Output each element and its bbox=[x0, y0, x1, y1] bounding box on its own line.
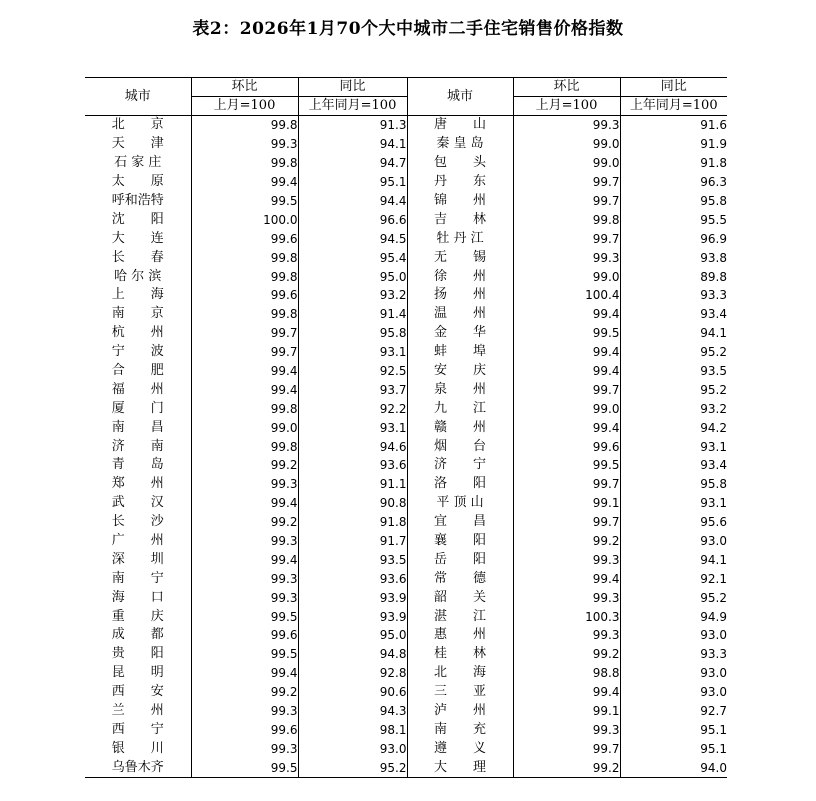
yoy-value-right: 95.8 bbox=[620, 192, 727, 211]
mom-value-right: 99.4 bbox=[513, 569, 620, 588]
mom-value-left: 99.8 bbox=[191, 267, 298, 286]
city-right: 唐 山 bbox=[407, 116, 513, 135]
city-right: 秦 皇 岛 bbox=[407, 135, 513, 154]
mom-value-left: 99.4 bbox=[191, 494, 298, 513]
mom-value-right: 100.4 bbox=[513, 286, 620, 305]
city-left: 合 肥 bbox=[111, 363, 164, 379]
city-left: 福 州 bbox=[111, 381, 164, 397]
yoy-value-right: 95.5 bbox=[620, 210, 727, 229]
yoy-value-right: 91.6 bbox=[620, 116, 727, 135]
city-left: 成 都 bbox=[111, 627, 164, 643]
table-row bbox=[85, 399, 727, 418]
table-row bbox=[85, 324, 727, 343]
yoy-value-left: 91.7 bbox=[298, 532, 407, 551]
yoy-value-right: 93.4 bbox=[620, 456, 727, 475]
yoy-value-right: 89.8 bbox=[620, 267, 727, 286]
mom-value-right: 99.2 bbox=[513, 645, 620, 664]
mom-value-right: 99.0 bbox=[513, 399, 620, 418]
mom-value-right: 99.7 bbox=[513, 513, 620, 532]
yoy-value-left: 94.4 bbox=[298, 192, 407, 211]
yoy-value-right: 93.8 bbox=[620, 248, 727, 267]
city-right: 襄 阳 bbox=[407, 532, 513, 551]
city-left: 武 汉 bbox=[111, 495, 164, 511]
yoy-value-right: 91.8 bbox=[620, 154, 727, 173]
table-row bbox=[85, 229, 727, 248]
city-left: 昆 明 bbox=[111, 665, 164, 681]
yoy-value-right: 92.1 bbox=[620, 569, 727, 588]
city-right: 北 海 bbox=[407, 664, 513, 683]
city-left: 兰 州 bbox=[111, 703, 164, 719]
city-left: 长 春 bbox=[111, 249, 164, 265]
mom-value-left: 99.8 bbox=[191, 399, 298, 418]
mom-value-left: 99.2 bbox=[191, 683, 298, 702]
city-right: 泉 州 bbox=[407, 380, 513, 399]
mom-value-left: 99.2 bbox=[191, 513, 298, 532]
city-right: 包 头 bbox=[407, 154, 513, 173]
mom-value-left: 99.8 bbox=[191, 154, 298, 173]
yoy-value-right: 91.9 bbox=[620, 135, 727, 154]
header-yoy-right: 同比 bbox=[620, 78, 727, 97]
city-left: 海 口 bbox=[111, 589, 164, 605]
mom-value-left: 99.2 bbox=[191, 456, 298, 475]
yoy-value-right: 93.5 bbox=[620, 362, 727, 381]
city-right: 平 顶 山 bbox=[407, 494, 513, 513]
city-left: 乌鲁木齐 bbox=[85, 758, 191, 777]
city-left: 郑 州 bbox=[111, 476, 164, 492]
city-right: 岳 阳 bbox=[407, 550, 513, 569]
table-row bbox=[85, 210, 727, 229]
mom-value-right: 99.7 bbox=[513, 380, 620, 399]
mom-value-left: 99.6 bbox=[191, 721, 298, 740]
yoy-value-right: 93.3 bbox=[620, 286, 727, 305]
city-left: 南 昌 bbox=[111, 419, 164, 435]
mom-value-left: 99.8 bbox=[191, 305, 298, 324]
city-left: 上 海 bbox=[111, 287, 164, 303]
table-row bbox=[85, 702, 727, 721]
yoy-value-left: 95.0 bbox=[298, 626, 407, 645]
mom-value-left: 99.5 bbox=[191, 645, 298, 664]
mom-value-right: 99.0 bbox=[513, 135, 620, 154]
city-right: 惠 州 bbox=[407, 626, 513, 645]
price-index-table bbox=[85, 77, 727, 778]
mom-value-right: 99.0 bbox=[513, 154, 620, 173]
yoy-value-right: 93.4 bbox=[620, 305, 727, 324]
city-right: 蚌 埠 bbox=[407, 343, 513, 362]
table-row bbox=[85, 248, 727, 267]
yoy-value-left: 95.2 bbox=[298, 758, 407, 777]
table-row bbox=[85, 532, 727, 551]
yoy-value-left: 94.3 bbox=[298, 702, 407, 721]
city-left: 长 沙 bbox=[111, 514, 164, 530]
table-row bbox=[85, 645, 727, 664]
yoy-value-right: 95.8 bbox=[620, 475, 727, 494]
mom-value-left: 99.8 bbox=[191, 116, 298, 135]
table-row bbox=[85, 267, 727, 286]
mom-value-left: 99.4 bbox=[191, 380, 298, 399]
city-right: 吉 林 bbox=[407, 210, 513, 229]
yoy-value-right: 94.2 bbox=[620, 418, 727, 437]
table-header bbox=[85, 78, 727, 116]
city-left: 深 圳 bbox=[111, 551, 164, 567]
mom-value-right: 99.3 bbox=[513, 116, 620, 135]
city-right: 金 华 bbox=[407, 324, 513, 343]
mom-value-left: 99.8 bbox=[191, 248, 298, 267]
mom-value-left: 99.7 bbox=[191, 324, 298, 343]
city-right: 泸 州 bbox=[407, 702, 513, 721]
mom-value-left: 99.3 bbox=[191, 702, 298, 721]
city-left: 呼和浩特 bbox=[111, 193, 164, 208]
mom-value-left: 99.3 bbox=[191, 569, 298, 588]
city-right: 常 德 bbox=[407, 569, 513, 588]
table-row bbox=[85, 456, 727, 475]
city-right: 温 州 bbox=[407, 305, 513, 324]
table-row bbox=[85, 192, 727, 211]
city-right: 宜 昌 bbox=[407, 513, 513, 532]
city-left: 青 岛 bbox=[111, 457, 164, 473]
yoy-value-left: 93.2 bbox=[298, 286, 407, 305]
mom-value-right: 99.4 bbox=[513, 683, 620, 702]
city-left: 广 州 bbox=[111, 533, 164, 549]
mom-value-right: 99.8 bbox=[513, 210, 620, 229]
yoy-value-left: 94.6 bbox=[298, 437, 407, 456]
yoy-value-left: 95.8 bbox=[298, 324, 407, 343]
table-row bbox=[85, 418, 727, 437]
mom-value-left: 99.6 bbox=[191, 626, 298, 645]
city-right: 遵 义 bbox=[407, 739, 513, 758]
yoy-value-right: 93.0 bbox=[620, 683, 727, 702]
city-right: 三 亚 bbox=[407, 683, 513, 702]
table-row bbox=[85, 437, 727, 456]
yoy-value-left: 91.1 bbox=[298, 475, 407, 494]
mom-value-left: 100.0 bbox=[191, 210, 298, 229]
yoy-value-left: 90.6 bbox=[298, 683, 407, 702]
mom-value-right: 99.3 bbox=[513, 588, 620, 607]
city-left: 天 津 bbox=[111, 136, 164, 152]
yoy-value-right: 95.1 bbox=[620, 721, 727, 740]
mom-value-left: 99.4 bbox=[191, 362, 298, 381]
yoy-value-left: 95.4 bbox=[298, 248, 407, 267]
yoy-value-left: 91.4 bbox=[298, 305, 407, 324]
mom-value-right: 98.8 bbox=[513, 664, 620, 683]
yoy-value-right: 93.0 bbox=[620, 664, 727, 683]
mom-value-right: 99.7 bbox=[513, 229, 620, 248]
city-right: 锦 州 bbox=[407, 192, 513, 211]
mom-value-left: 99.3 bbox=[191, 588, 298, 607]
yoy-value-right: 93.0 bbox=[620, 532, 727, 551]
yoy-value-right: 96.3 bbox=[620, 173, 727, 192]
yoy-value-left: 94.5 bbox=[298, 229, 407, 248]
yoy-value-left: 93.9 bbox=[298, 607, 407, 626]
mom-value-left: 99.0 bbox=[191, 418, 298, 437]
city-left: 南 京 bbox=[111, 306, 164, 322]
mom-value-right: 99.4 bbox=[513, 418, 620, 437]
yoy-value-right: 93.3 bbox=[620, 645, 727, 664]
city-right: 赣 州 bbox=[407, 418, 513, 437]
yoy-value-left: 93.1 bbox=[298, 418, 407, 437]
city-left: 宁 波 bbox=[111, 344, 164, 360]
mom-value-right: 99.2 bbox=[513, 532, 620, 551]
mom-value-left: 99.5 bbox=[191, 192, 298, 211]
city-right: 大 理 bbox=[407, 758, 513, 777]
table-row bbox=[85, 607, 727, 626]
mom-value-left: 99.3 bbox=[191, 475, 298, 494]
table-row bbox=[85, 513, 727, 532]
header-city-left: 城市 bbox=[85, 78, 191, 116]
table-row bbox=[85, 494, 727, 513]
table-row bbox=[85, 683, 727, 702]
city-left: 银 川 bbox=[111, 740, 164, 756]
table-row bbox=[85, 475, 727, 494]
yoy-value-left: 93.6 bbox=[298, 456, 407, 475]
city-right: 洛 阳 bbox=[407, 475, 513, 494]
header-city-right: 城市 bbox=[407, 78, 513, 116]
mom-value-left: 99.6 bbox=[191, 286, 298, 305]
yoy-value-left: 98.1 bbox=[298, 721, 407, 740]
yoy-value-right: 93.0 bbox=[620, 626, 727, 645]
yoy-value-right: 95.1 bbox=[620, 739, 727, 758]
yoy-value-right: 95.2 bbox=[620, 380, 727, 399]
city-left: 石 家 庄 bbox=[114, 155, 162, 171]
mom-value-right: 99.5 bbox=[513, 324, 620, 343]
yoy-value-left: 93.9 bbox=[298, 588, 407, 607]
mom-value-left: 99.5 bbox=[191, 607, 298, 626]
mom-value-left: 99.7 bbox=[191, 343, 298, 362]
yoy-value-left: 91.3 bbox=[298, 116, 407, 135]
mom-value-left: 99.3 bbox=[191, 135, 298, 154]
yoy-value-left: 90.8 bbox=[298, 494, 407, 513]
city-left: 西 安 bbox=[111, 684, 164, 700]
city-left: 太 原 bbox=[111, 174, 164, 190]
table-row bbox=[85, 286, 727, 305]
mom-value-right: 99.7 bbox=[513, 173, 620, 192]
yoy-value-left: 91.8 bbox=[298, 513, 407, 532]
yoy-value-left: 93.0 bbox=[298, 739, 407, 758]
table-row bbox=[85, 758, 727, 777]
mom-value-right: 99.4 bbox=[513, 343, 620, 362]
yoy-value-right: 95.6 bbox=[620, 513, 727, 532]
table-body bbox=[85, 116, 727, 778]
city-right: 烟 台 bbox=[407, 437, 513, 456]
city-left: 沈 阳 bbox=[111, 211, 164, 227]
mom-value-left: 99.5 bbox=[191, 758, 298, 777]
yoy-value-right: 94.1 bbox=[620, 324, 727, 343]
mom-value-right: 99.3 bbox=[513, 550, 620, 569]
city-right: 徐 州 bbox=[407, 267, 513, 286]
yoy-value-left: 93.6 bbox=[298, 569, 407, 588]
yoy-value-left: 93.5 bbox=[298, 550, 407, 569]
table-row bbox=[85, 154, 727, 173]
mom-value-right: 99.3 bbox=[513, 626, 620, 645]
header-yoy-base-right: 上年同月=100 bbox=[620, 97, 727, 116]
city-left: 南 宁 bbox=[111, 570, 164, 586]
yoy-value-left: 93.7 bbox=[298, 380, 407, 399]
mom-value-left: 99.6 bbox=[191, 229, 298, 248]
city-left: 贵 阳 bbox=[111, 646, 164, 662]
mom-value-left: 99.4 bbox=[191, 550, 298, 569]
table-row bbox=[85, 135, 727, 154]
mom-value-left: 99.3 bbox=[191, 532, 298, 551]
mom-value-left: 99.4 bbox=[191, 173, 298, 192]
city-left: 大 连 bbox=[111, 230, 164, 246]
city-left: 厦 门 bbox=[111, 400, 164, 416]
header-mom-right: 环比 bbox=[513, 78, 620, 97]
yoy-value-right: 95.2 bbox=[620, 343, 727, 362]
yoy-value-right: 94.0 bbox=[620, 758, 727, 777]
city-right: 九 江 bbox=[407, 399, 513, 418]
yoy-value-right: 94.9 bbox=[620, 607, 727, 626]
yoy-value-right: 95.2 bbox=[620, 588, 727, 607]
city-left: 杭 州 bbox=[111, 325, 164, 341]
yoy-value-left: 94.1 bbox=[298, 135, 407, 154]
mom-value-right: 99.3 bbox=[513, 721, 620, 740]
table-row bbox=[85, 173, 727, 192]
table-row bbox=[85, 588, 727, 607]
table-row bbox=[85, 550, 727, 569]
mom-value-right: 99.3 bbox=[513, 248, 620, 267]
city-left: 北 京 bbox=[111, 117, 164, 133]
city-right: 丹 东 bbox=[407, 173, 513, 192]
mom-value-right: 99.7 bbox=[513, 475, 620, 494]
mom-value-right: 100.3 bbox=[513, 607, 620, 626]
table-row bbox=[85, 362, 727, 381]
mom-value-left: 99.3 bbox=[191, 739, 298, 758]
city-right: 扬 州 bbox=[407, 286, 513, 305]
mom-value-right: 99.2 bbox=[513, 758, 620, 777]
yoy-value-left: 93.1 bbox=[298, 343, 407, 362]
yoy-value-right: 92.7 bbox=[620, 702, 727, 721]
mom-value-right: 99.6 bbox=[513, 437, 620, 456]
city-left: 重 庆 bbox=[111, 608, 164, 624]
table-row bbox=[85, 664, 727, 683]
yoy-value-left: 92.2 bbox=[298, 399, 407, 418]
table-row bbox=[85, 116, 727, 135]
yoy-value-left: 92.5 bbox=[298, 362, 407, 381]
mom-value-right: 99.4 bbox=[513, 305, 620, 324]
yoy-value-right: 96.9 bbox=[620, 229, 727, 248]
mom-value-right: 99.7 bbox=[513, 192, 620, 211]
table-row bbox=[85, 626, 727, 645]
header-yoy-base-left: 上年同月=100 bbox=[298, 97, 407, 116]
city-right: 安 庆 bbox=[407, 362, 513, 381]
yoy-value-left: 95.0 bbox=[298, 267, 407, 286]
city-right: 韶 关 bbox=[407, 588, 513, 607]
city-left: 西 宁 bbox=[111, 721, 164, 737]
page-title: 表2：2026年1月70个大中城市二手住宅销售价格指数 bbox=[192, 19, 624, 39]
mom-value-right: 99.7 bbox=[513, 739, 620, 758]
mom-value-right: 99.1 bbox=[513, 702, 620, 721]
city-right: 湛 江 bbox=[407, 607, 513, 626]
mom-value-right: 99.5 bbox=[513, 456, 620, 475]
yoy-value-left: 94.7 bbox=[298, 154, 407, 173]
table-row bbox=[85, 305, 727, 324]
mom-value-left: 99.8 bbox=[191, 437, 298, 456]
header-yoy-left: 同比 bbox=[298, 78, 407, 97]
mom-value-left: 99.4 bbox=[191, 664, 298, 683]
city-right: 牡 丹 江 bbox=[407, 229, 513, 248]
mom-value-right: 99.1 bbox=[513, 494, 620, 513]
mom-value-right: 99.0 bbox=[513, 267, 620, 286]
table-row bbox=[85, 739, 727, 758]
header-mom-base-right: 上月=100 bbox=[513, 97, 620, 116]
yoy-value-left: 94.8 bbox=[298, 645, 407, 664]
city-right: 南 充 bbox=[407, 721, 513, 740]
table-row bbox=[85, 721, 727, 740]
yoy-value-right: 94.1 bbox=[620, 550, 727, 569]
yoy-value-right: 93.1 bbox=[620, 494, 727, 513]
yoy-value-right: 93.1 bbox=[620, 437, 727, 456]
yoy-value-left: 92.8 bbox=[298, 664, 407, 683]
city-right: 无 锡 bbox=[407, 248, 513, 267]
city-right: 济 宁 bbox=[407, 456, 513, 475]
yoy-value-left: 95.1 bbox=[298, 173, 407, 192]
city-right: 桂 林 bbox=[407, 645, 513, 664]
header-mom-left: 环比 bbox=[191, 78, 298, 97]
table-row bbox=[85, 380, 727, 399]
city-left: 哈 尔 滨 bbox=[114, 268, 162, 284]
header-mom-base-left: 上月=100 bbox=[191, 97, 298, 116]
yoy-value-right: 93.2 bbox=[620, 399, 727, 418]
table-row bbox=[85, 569, 727, 588]
mom-value-right: 99.4 bbox=[513, 362, 620, 381]
yoy-value-left: 96.6 bbox=[298, 210, 407, 229]
city-left: 济 南 bbox=[111, 438, 164, 454]
table-row bbox=[85, 343, 727, 362]
